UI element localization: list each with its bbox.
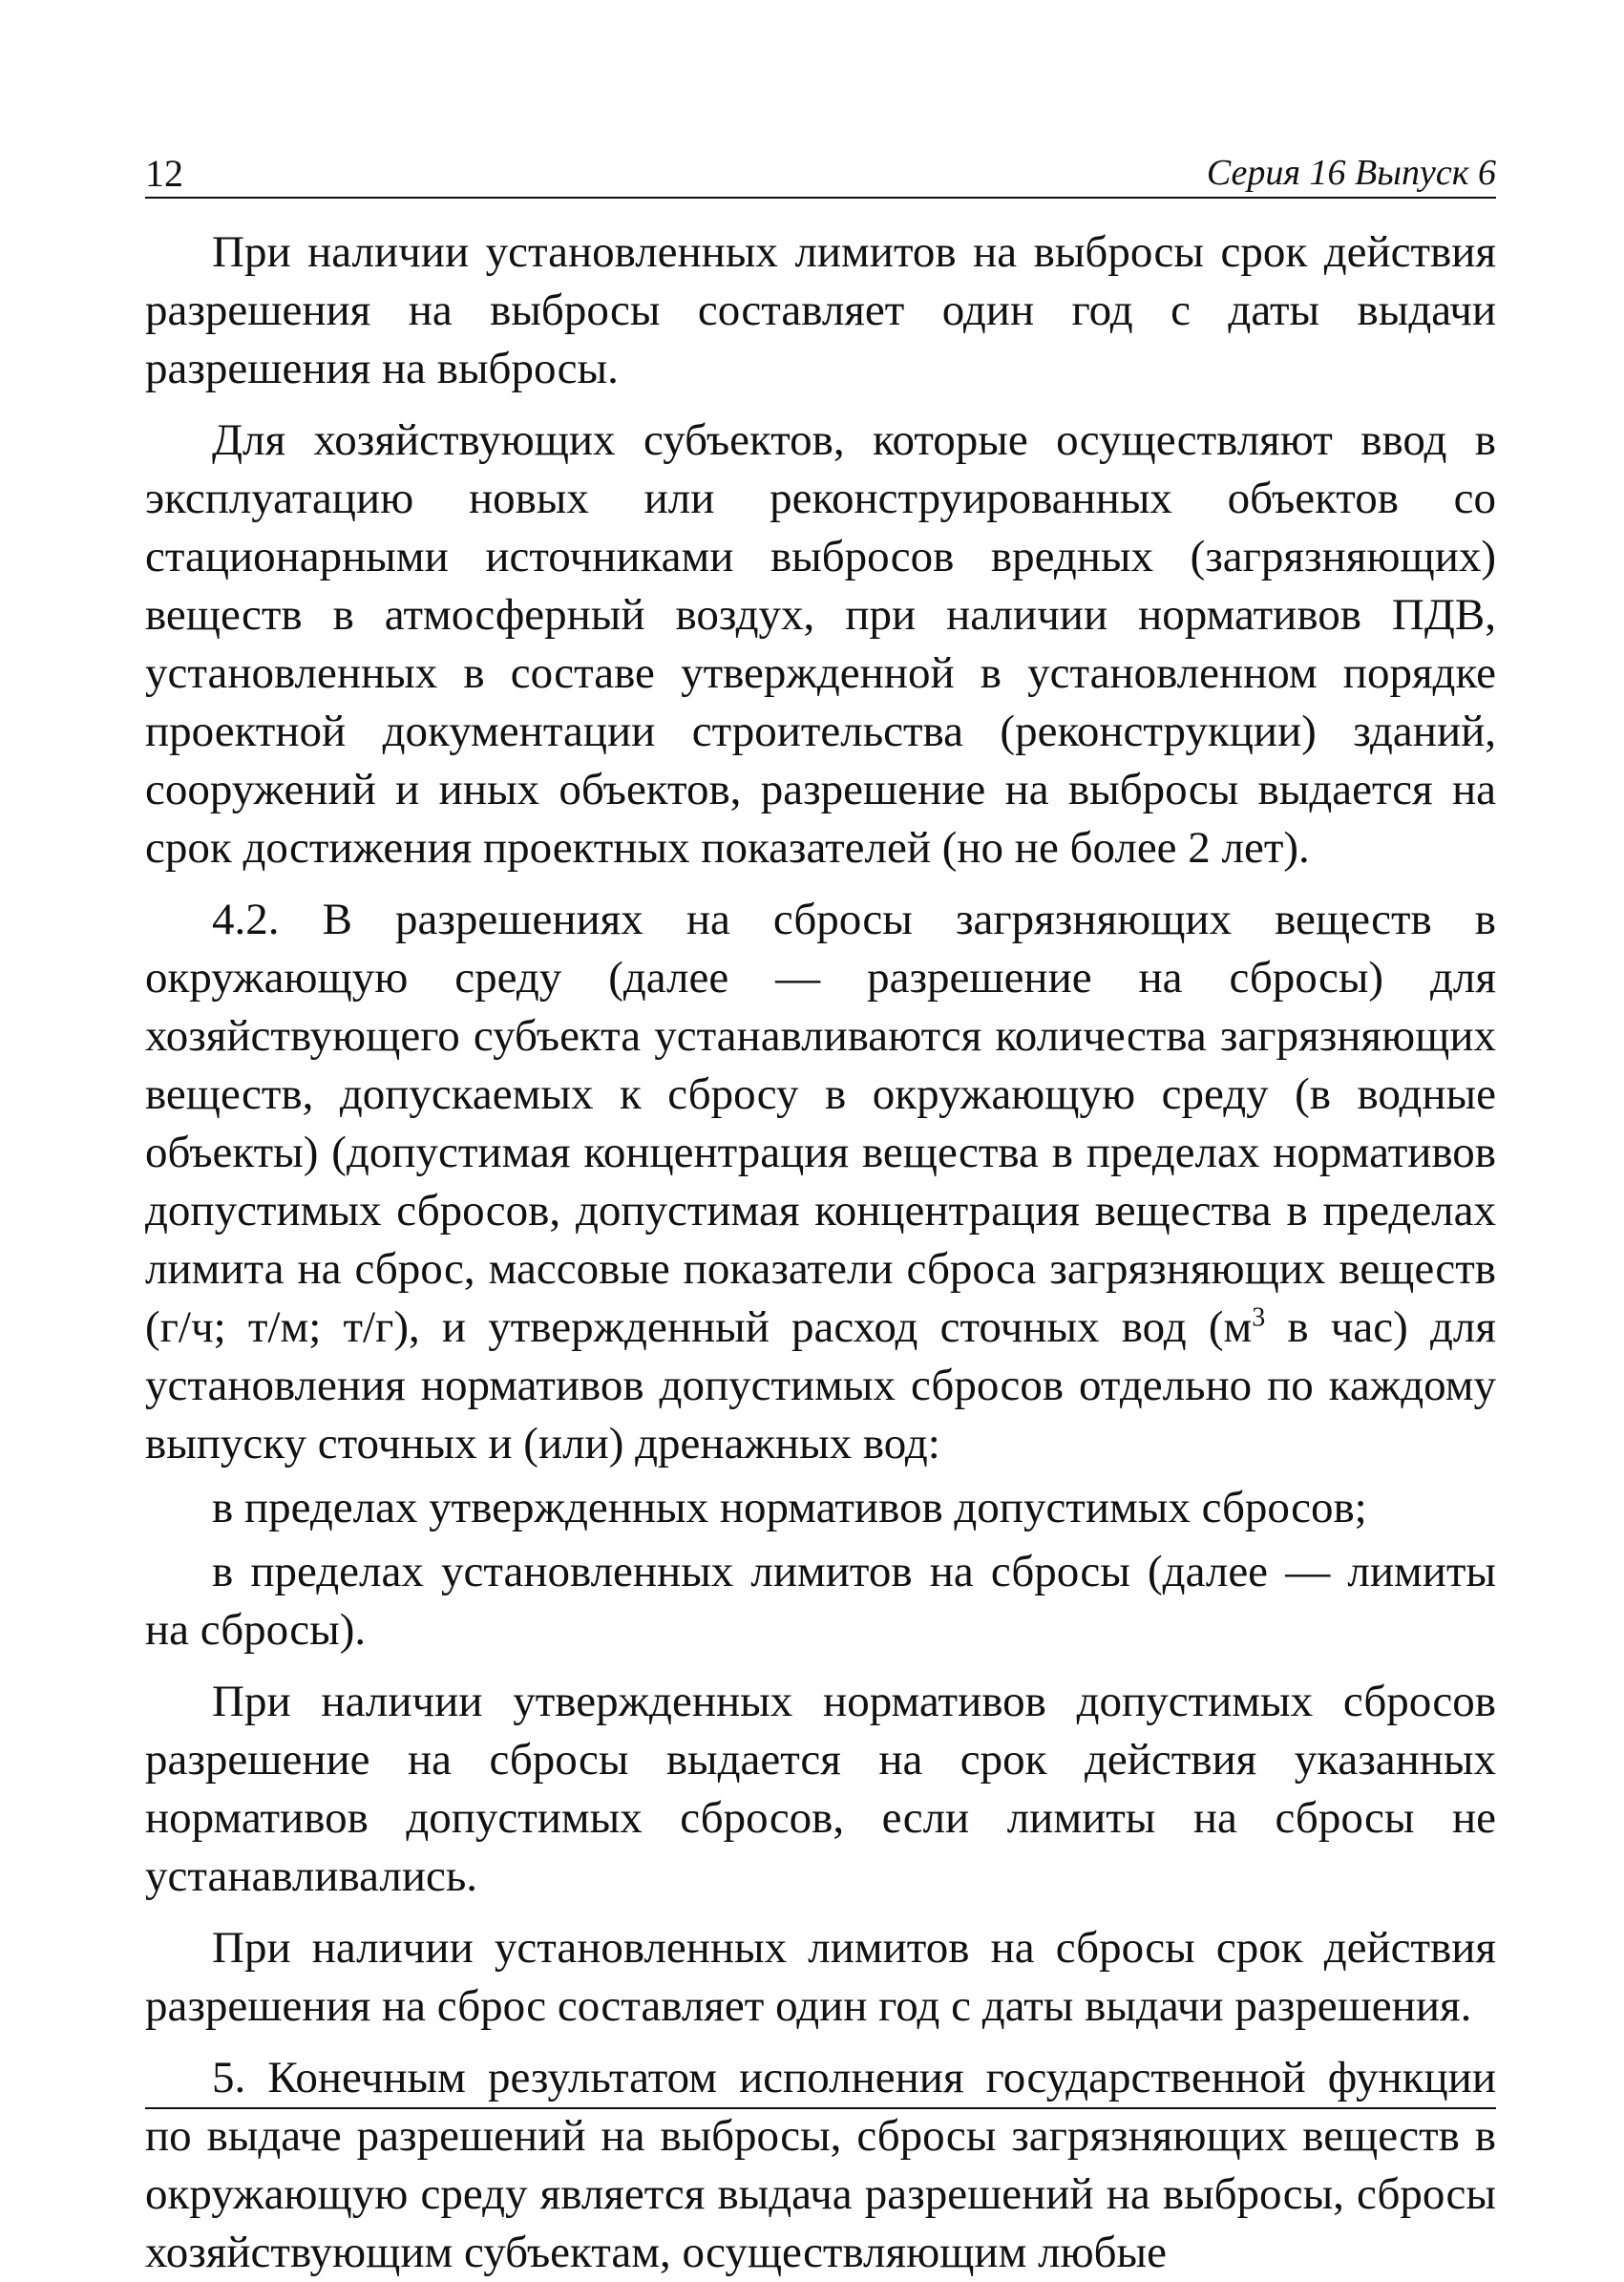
page: [145, 143, 1496, 2277]
running-head: [145, 143, 1496, 199]
cubic-superscript: 3: [1252, 1302, 1266, 1333]
paragraph-new-facilities: Для хозяйствующих субъектов, которые осуществляют ввод в эксплуатацию новых или реконструированных объектов со стационарными источниками выбросов вредных (загрязняющих) веществ в атмосферный воздух, при наличии нормативов ПДВ, установленных в составе утвержденной в установленном порядке проектной документации строительства (реконструкции) зданий, сооружений и иных объектов, разрешение на выбросы выдается на срок достижения проектных показателей (но не более 2 лет).: [145, 415, 1496, 873]
body-text: [145, 223, 1496, 2282]
paragraph-5-result: 5. Конечным результатом исполнения государственной функции по выдаче разрешений на выбросы, сбросы загрязняющих веществ в окружающую среду является выдача разрешений на выбросы, сбросы хозяйствующим субъектам, осуществляющим любые: [145, 2053, 1496, 2277]
list-item-standards: в пределах утвержденных нормативов допустимых сбросов;: [212, 1483, 1367, 1532]
paragraph-discharge-limits: При наличии установленных лимитов на сбросы срок действия разрешения на сброс составляет один год с даты выдачи разрешения.: [145, 1923, 1496, 2031]
paragraph-emission-limits: При наличии установленных лимитов на выбросы срок действия разрешения на выбросы составляет один год с даты выдачи разрешения на выбросы.: [145, 227, 1496, 393]
footer-rule: [145, 2107, 1496, 2109]
paragraph-discharge-standards: При наличии утвержденных нормативов допустимых сбросов разрешение на сбросы выдается на срок действия указанных нормативов допустимых сбросов, если лимиты на сбросы не устанавливались.: [145, 1677, 1496, 1901]
paragraph-4-2: [145, 891, 1496, 1473]
page-number: 12: [145, 152, 183, 195]
list-item-limits: в пределах установленных лимитов на сбросы (далее — лимиты на сбросы).: [145, 1547, 1496, 1655]
paragraph-4-2-text: 4.2. В разрешениях на сбросы загрязняющих веществ в окружающую среду (далее — разрешение на сбросы) для хозяйствующего субъекта устанавливаются количества загрязняющих веществ, допускаемых к сбросу в окружающую среду (в водные объекты) (допустимая концентрация вещества в пределах нормативов допустимых сбросов, допустимая концентрация вещества в пределах лимита на сброс, массовые показатели сброса загрязняющих веществ (г/ч; т/м; т/г), и утвержденный расход сточных вод (м: [145, 895, 1496, 1352]
series-title: Серия 16 Выпуск 6: [1206, 153, 1496, 193]
paragraph-4-2-text-end: в час) для установления нормативов допустимых сбросов отдельно по каждому выпуску сточных и (или) дренажных вод:: [145, 1302, 1496, 1469]
